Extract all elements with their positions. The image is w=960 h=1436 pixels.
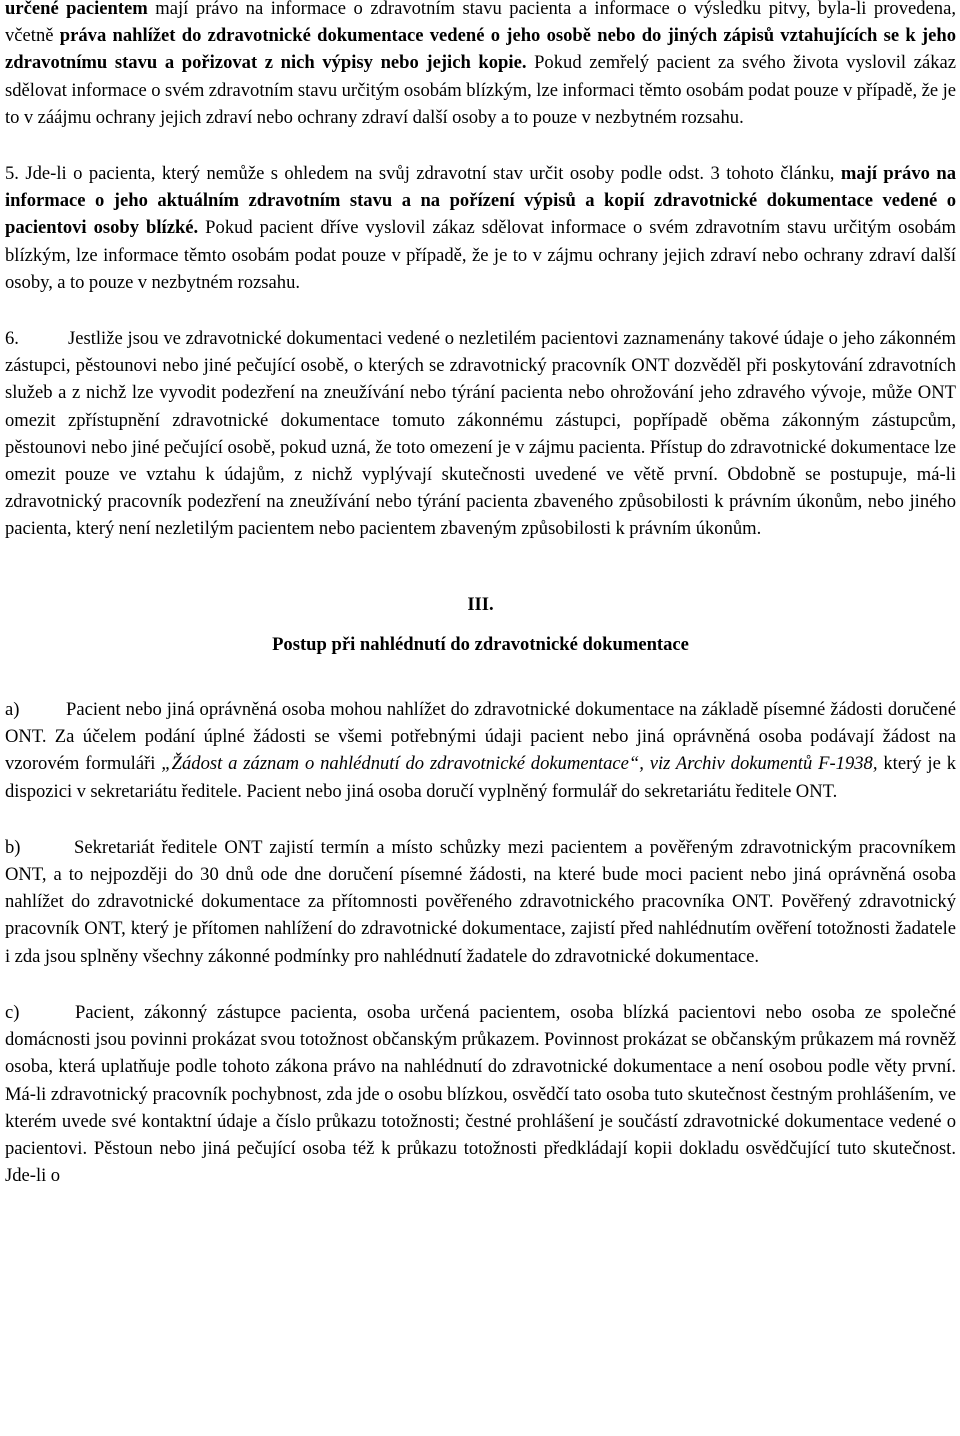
body-text: Pokud pacient dříve vyslovil zákaz sdělovat informace o svém zdravotním stavu určitým osobám blízkým, lze informace těmto osobám podat pouze v případě, že je to v zájmu ochrany jejich zdraví nebo ochrany zdraví další osoby, a to pouze v nezbytném rozsahu. xyxy=(5,217,957,293)
bold-text: práva nahlížet do zdravotnické dokumentace vedené o jeho osobě nebo do jiných zápisů vztahujících se k jeho zdravotnímu stavu a pořizovat z nich výpisy nebo jejich kopie. xyxy=(5,25,957,74)
body-text: Pokud zemřelý pacient za svého života vyslovil zákaz sdělovat informace o svém zdravotním stavu určitým osobám blízkým, lze informaci těmto osobám podat pouze v případě, že je to v záájmu ochrany jejich zdraví nebo ochrany zdraví další osoby a to pouze v nezbytném rozsahu. xyxy=(5,52,956,128)
paragraph-continuation xyxy=(5,0,956,131)
list-item-label: b) xyxy=(5,836,21,858)
body-text: který je k dispozici v sekretariátu ředitele. Pacient nebo jiná osoba doručí vyplněný formulář do sekretariátu ředitele ONT. xyxy=(5,753,957,802)
paragraph-6 xyxy=(5,325,956,543)
list-item-b xyxy=(5,834,956,970)
section-title: Postup při nahlédnutí do zdravotnické dokumentace xyxy=(272,633,689,655)
body-text: mají právo na informace o zdravotním stavu pacienta a informace o výsledku pitvy, byla-li provedena, včetně xyxy=(5,0,956,47)
body-text: Jestliže jsou ve zdravotnické dokumentaci vedené o nezletilém pacientovi zaznamenány takové údaje o jeho zákonném zástupci, pěstounovi nebo jiné pečující osobě, o kterých se zdravotnický pracovník ONT dozvěděl při poskytování zdravotních služeb a z nichž lze vyvodit podezření na zneužívání nebo týrání pacienta nebo ohrožování jeho zdravého vývoje, může ONT omezit zpřístupnění zdravotnické dokumentace tomuto zákonnému zástupci, popřípadě oběma zákonným zástupcům, pěstounovi nebo jiné pečující osobě, pokud uzná, že toto omezení je v zájmu pacienta. Přístup do zdravotnické dokumentace lze omezit pouze ve vztahu k údajům, z nichž vyplývají skutečnosti uvedené ve větě první. Obdobně se postupuje, má-li zdravotnický pracovník podezření na zneužívání nebo týrání pacienta zbaveného způsobilosti k právním úkonům, nebo jiného pacienta, který není nezletilým pacientem nebo pacientem zbaveným způsobilosti k právním úkonům. xyxy=(5,328,956,540)
list-item-c xyxy=(5,999,956,1189)
bold-text: určené pacientem xyxy=(5,0,148,19)
list-item-a xyxy=(5,696,956,805)
italic-text: „Žádost a záznam o nahlédnutí do zdravotnické dokumentace“, viz Archiv dokumentů F-1938, xyxy=(161,753,878,775)
body-text: Sekretariát ředitele ONT zajistí termín a místo schůzky mezi pacientem a pověřeným zdravotnickým pracovníkem ONT, a to nejpozději do 30 dnů ode dne doručení písemné žádosti, na které bude moci pacient nebo jiná oprávněná osoba nahlížet do zdravotnické dokumentace za přítomnosti pověřeného zdravotnického pracovníka ONT. Pověřený zdravotnický pracovník ONT, který je přítomen nahlížení do zdravotnické dokumentace, zajistí před nahlédnutím ověření totožnosti žadatele i zda jsou splněny všechny zákonné podmínky pro nahlédnutí žadatele do zdravotnické dokumentace. xyxy=(5,836,956,967)
bold-text: mají právo na informace o jeho aktuálním zdravotním stavu a na pořízení výpisů a kopií zdravotnické dokumentace vedené o pacientovi osoby blízké. xyxy=(5,163,956,239)
body-text: 5. Jde-li o pacienta, který nemůže s ohledem na svůj zdravotní stav určit osoby podle odst. 3 tohoto článku, xyxy=(5,163,841,185)
section-number: III. xyxy=(467,593,494,615)
list-item-label: c) xyxy=(5,1001,20,1023)
body-text: Pacient nebo jiná oprávněná osoba mohou nahlížet do zdravotnické dokumentace na základě písemné žádosti doručené ONT. Za účelem podání úplné žádosti se všemi potřebnými údaji pacient nebo jiná oprávněná osoba podávají žádost na vzorovém formuláři xyxy=(5,699,956,775)
paragraph-5 xyxy=(5,160,956,296)
list-item-label: a) xyxy=(5,699,20,721)
body-text: Pacient, zákonný zástupce pacienta, osoba určená pacientem, osoba blízká pacientovi nebo osoba ze společné domácnosti jsou povinni prokázat svou totožnost občanským průkazem. Povinnost prokázat se občanským průkazem má rovněž osoba, která uplatňuje podle tohoto zákona právo na nahlédnutí do zdravotnické dokumentace a není osobou podle věty první. Má-li zdravotnický pracovník pochybnost, zda jde o osobu blízkou, osvědčí tato osoba tuto skutečnost čestným prohlášením, ve kterém uvede své kontaktní údaje a číslo průkazu totožnosti; čestné prohlášení je součástí zdravotnické dokumentace vedené o pacientovi. Pěstoun nebo jiná pečující osoba též k průkazu totožnosti předkládají kopii dokladu osvědčující tuto skutečnost. Jde-li o xyxy=(5,1001,956,1187)
paragraph-number: 6. xyxy=(5,328,19,350)
